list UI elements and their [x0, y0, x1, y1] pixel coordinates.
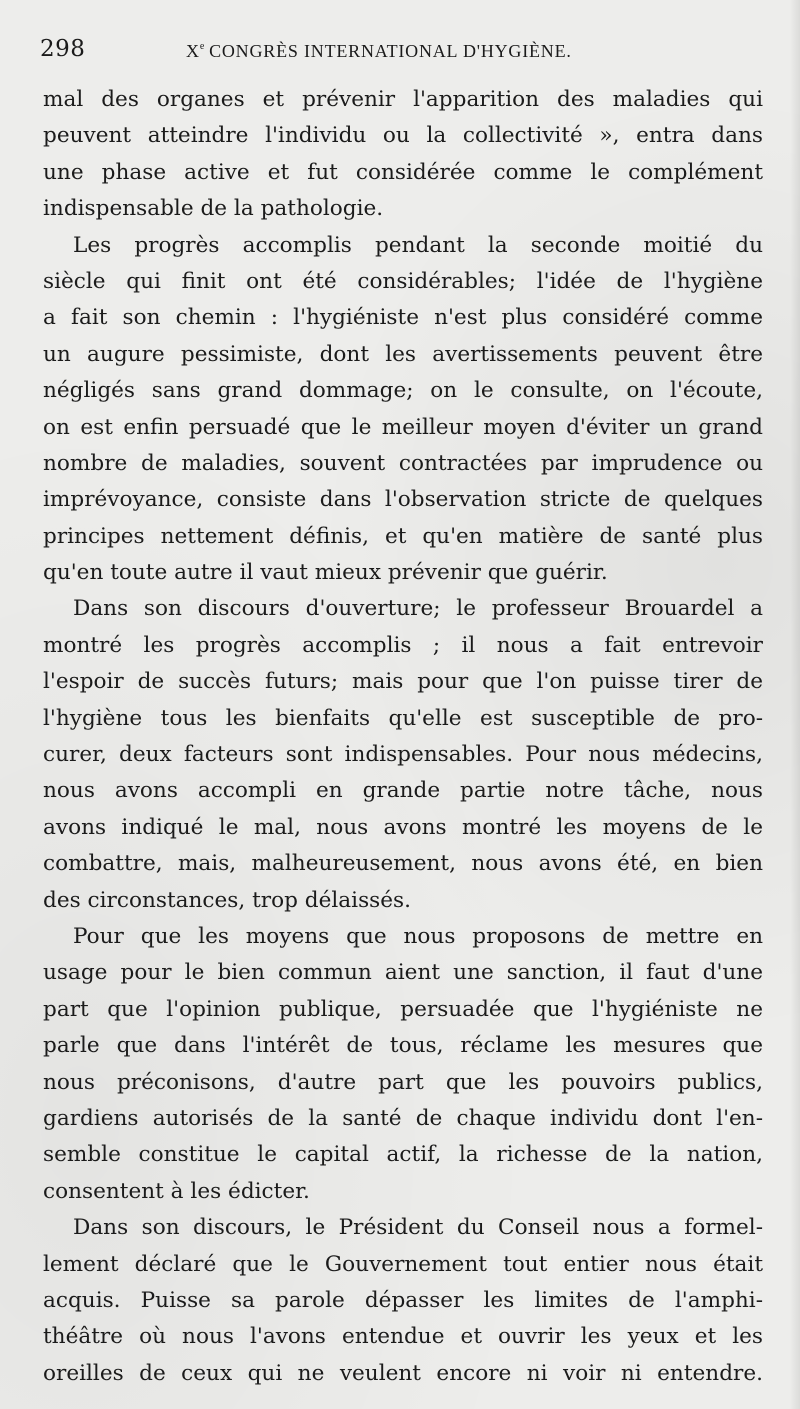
text-line: part que l'opinion publique, persuadée que l'hygiéniste ne [43, 996, 763, 1022]
text-line: Les progrès accomplis pendant la seconde moitié du [73, 232, 763, 258]
text-line: avons indiqué le mal, nous avons montré les moyens de le [43, 814, 763, 840]
text-line: mal des organes et prévenir l'apparition des maladies qui [43, 87, 763, 112]
text-line: Pour que les moyens que nous proposons de mettre en [73, 923, 763, 949]
text-line: nombre de maladies, souvent contractées par imprudence ou [43, 450, 763, 476]
running-head [40, 36, 770, 70]
text-line: consentent à les édicter. [43, 1178, 310, 1204]
text-line: imprévoyance, consiste dans l'observation stricte de quelques [43, 487, 763, 513]
text-line: oreilles de ceux qui ne veulent encore ni voir ni entendre. [43, 1360, 763, 1386]
text-line: principes nettement définis, et qu'en matière de santé plus [43, 523, 763, 549]
text-line: semble constitue le capital actif, la richesse de la nation, [43, 1142, 763, 1168]
text-line: Dans son discours, le Président du Conseil nous a formel- [73, 1215, 763, 1241]
text-line: lement déclaré que le Gouvernement tout entier nous était [43, 1251, 763, 1277]
text-line: qu'en toute autre il vaut mieux prévenir que guérir. [43, 560, 608, 586]
text-line: parle que dans l'intérêt de tous, réclame les mesures que [43, 1033, 763, 1059]
text-line: l'hygiène tous les bienfaits qu'elle est susceptible de pro- [43, 705, 763, 731]
title-prefix: X [186, 41, 200, 61]
text-line: théâtre où nous l'avons entendue et ouvrir les yeux et les [43, 1324, 763, 1350]
text-line: montré les progrès accomplis ; il nous a fait entrevoir [43, 632, 763, 658]
text-line: a fait son chemin : l'hygiéniste n'est plus considéré comme [43, 305, 763, 331]
page-number: 298 [40, 36, 86, 62]
text-line: siècle qui finit ont été considérables; l'idée de l'hygiène [43, 268, 763, 294]
text-line: indispensable de la pathologie. [43, 196, 384, 222]
text-line: peuvent atteindre l'individu ou la collectivité », entra dans [43, 123, 763, 149]
running-title [186, 41, 572, 62]
text-line: un augure pessimiste, dont les avertissements peuvent être [43, 341, 763, 367]
text-line: négligés sans grand dommage; on le consulte, on l'écoute, [43, 378, 763, 404]
text-line: des circonstances, trop délaissés. [43, 887, 411, 913]
body-text [43, 82, 763, 1392]
text-line: nous préconisons, d'autre part que les pouvoirs publics, [43, 1069, 763, 1095]
text-line: Dans son discours d'ouverture; le professeur Brouardel a [73, 596, 763, 622]
text-line: on est enfin persuadé que le meilleur moyen d'éviter un grand [43, 414, 763, 440]
text-line: nous avons accompli en grande partie notre tâche, nous [43, 778, 763, 804]
text-line: combattre, mais, malheureusement, nous avons été, en bien [43, 851, 763, 877]
text-line: usage pour le bien commun aient une sanction, il faut d'une [43, 960, 763, 986]
text-line: acquis. Puisse sa parole dépasser les limites de l'amphi- [43, 1287, 763, 1313]
text-line: l'espoir de succès futurs; mais pour que l'on puisse tirer de [43, 669, 763, 695]
text-line: gardiens autorisés de la santé de chaque individu dont l'en- [43, 1105, 763, 1131]
title-superscript: e [199, 41, 206, 52]
page-edge-shadow [790, 0, 800, 1409]
title-rest: CONGRÈS INTERNATIONAL D'HYGIÈNE. [209, 41, 572, 61]
text-line: curer, deux facteurs sont indispensables. Pour nous médecins, [43, 742, 763, 768]
text-line: une phase active et fut considérée comme le complément [43, 159, 763, 185]
